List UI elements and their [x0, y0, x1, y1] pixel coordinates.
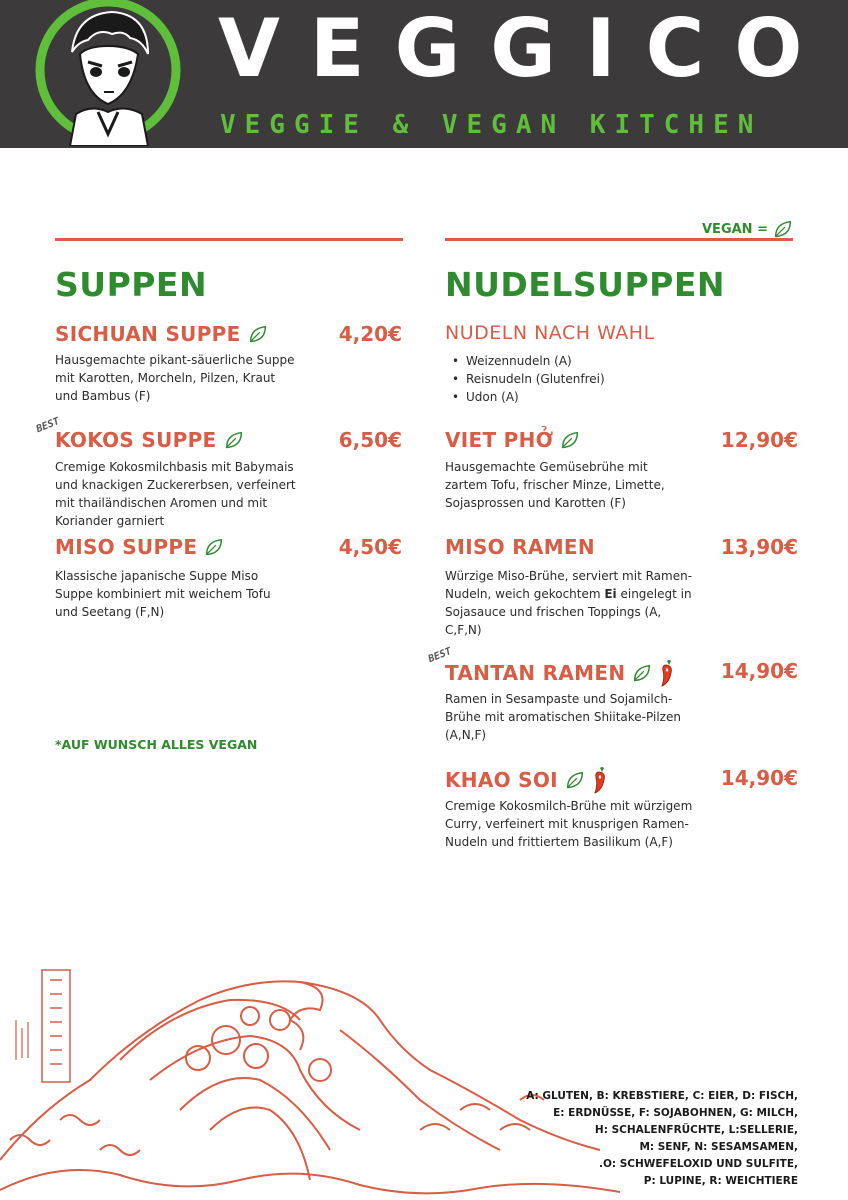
menu-item-price: 13,90€: [720, 535, 798, 559]
leaf-icon: [772, 218, 794, 240]
leaf-icon: [247, 323, 269, 345]
menu-item-price: 4,50€: [338, 535, 402, 559]
menu-item-description: Hausgemachte pikant-säuerliche Suppe mit Karotten, Morcheln, Pilzen, Kraut und Bambus (F): [55, 353, 295, 403]
menu-item-name: SICHUAN SUPPE: [55, 322, 269, 346]
menu-item-name: VIET PHỞ: [445, 428, 581, 452]
leaf-icon: [559, 429, 581, 451]
leaf-icon: [564, 769, 586, 791]
allergen-legend: [498, 1088, 798, 1190]
menu-item-description: Cremige Kokosmilchbasis mit Babymais und knackigen Zuckererbsen, verfeinert mit thailändischen Aromen und mit Koriander garniert: [55, 460, 296, 528]
menu-item-name: TANTAN RAMEN: [445, 659, 675, 687]
leaf-icon: [203, 536, 225, 558]
vegan-legend-label: VEGAN =: [702, 221, 768, 237]
list-item: • Reisnudeln (Glutenfrei): [452, 370, 605, 388]
menu-item-name: MISO SUPPE: [55, 535, 225, 559]
section-title-nudelsuppen: NUDELSUPPEN: [445, 265, 725, 304]
noodle-choice-heading: NUDELN NACH WAHL: [445, 322, 655, 344]
section-divider-right: [445, 238, 793, 241]
best-badge: BEST: [34, 415, 62, 436]
menu-item-name: KOKOS SUPPE: [55, 428, 245, 452]
menu-item-price: 6,50€: [338, 428, 402, 452]
list-item: • Udon (A): [452, 388, 605, 406]
brand-title: VEGGICO: [218, 2, 833, 95]
leaf-icon: [631, 662, 653, 684]
list-item: • Weizennudeln (A): [452, 352, 605, 370]
vegan-legend: [702, 218, 794, 240]
brand-subtitle: VEGGIE & VEGAN KITCHEN: [220, 110, 763, 140]
menu-item-description: Ramen in Sesampaste und Sojamilch-Brühe mit aromatischen Shiitake-Pilzen (A,N,F): [445, 692, 681, 742]
menu-item-description: Cremige Kokosmilch-Brühe mit würzigem Curry, verfeinert mit knusprigen Ramen-Nudeln und frittiertem Basilikum (A,F): [445, 799, 693, 849]
menu-item-price: 12,90€: [720, 428, 798, 452]
vegan-note: *AUF WUNSCH ALLES VEGAN: [55, 737, 258, 752]
section-divider-left: [55, 238, 403, 241]
allergen-line: E: ERDNÜSSE, F: SOJABOHNEN, G: MILCH,: [553, 1107, 798, 1119]
section-title-suppen: SUPPEN: [55, 265, 208, 304]
allergen-line: A: GLUTEN, B: KREBSTIERE, C: EIER, D: FISCH,: [526, 1090, 798, 1102]
header: [0, 0, 848, 148]
best-badge: BEST: [426, 645, 454, 666]
menu-item-price: 14,90€: [720, 659, 798, 683]
menu-item-price: 14,90€: [720, 766, 798, 790]
chili-icon: [659, 659, 675, 687]
menu-item-description: Klassische japanische Suppe Miso Suppe kombiniert mit weichem Tofu und Seetang (F,N): [55, 569, 271, 619]
leaf-icon: [223, 429, 245, 451]
chili-icon: [592, 766, 608, 794]
menu-item-name: KHAO SOI: [445, 766, 608, 794]
allergen-line: M: SENF, N: SESAMSAMEN,: [639, 1141, 798, 1153]
menu-item-description: Hausgemachte Gemüsebrühe mit zartem Tofu, frischer Minze, Limette, Sojasprossen und Karotten (F): [445, 460, 665, 510]
menu-item-price: 4,20€: [338, 322, 402, 346]
menu-item-description: Würzige Miso-Brühe, serviert mit Ramen-Nudeln, weich gekochtem Ei eingelegt in Sojasauce und frischen Toppings (A, C,F,N): [445, 569, 693, 637]
menu-item-name: MISO RAMEN: [445, 535, 595, 559]
logo-avatar: [32, 0, 184, 146]
allergen-line: H: SCHALENFRÜCHTE, L:SELLERIE,: [594, 1124, 798, 1136]
allergen-line: .O: SCHWEFELOXID UND SULFITE,: [598, 1158, 798, 1170]
allergen-line: P: LUPINE, R: WEICHTIERE: [643, 1175, 798, 1187]
noodle-choice-list: [452, 352, 605, 406]
